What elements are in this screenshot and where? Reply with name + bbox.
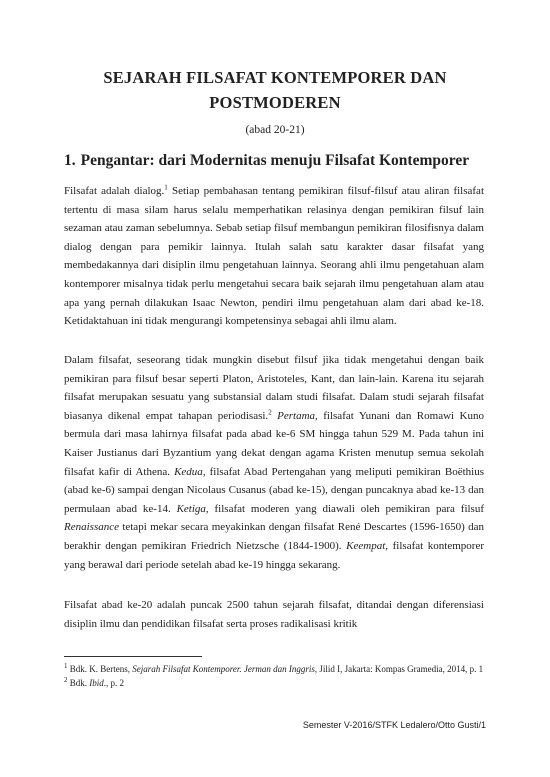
footnote-1-book-title: Sejarah Filsafat Kontemporer. Jerman dan Inggris <box>132 664 315 674</box>
footnote-2-number: 2 <box>64 675 68 684</box>
footnote-divider <box>64 656 202 657</box>
term-kedua: Kedua <box>174 465 203 478</box>
section-number: 1. <box>64 152 76 169</box>
paragraph-2-part-f: , filsafat kontemporer yang berawal dari periode setelah abad ke-19 hingga sekarang. <box>64 539 484 571</box>
page-footer: Semester V-2016/STFK Ledalero/Otto Gusti/1 <box>302 720 486 730</box>
paragraph-2-part-c: , filsafat Abad Pertengahan yang meliputi pemikiran Boëthius (abad ke-6) sampai dengan Nicolaus Cusanus (abad ke-15), dengan puncaknya abad ke-13 dan permulaan abad ke-14. <box>64 465 484 515</box>
term-renaissance: Renaissance <box>64 521 119 534</box>
paragraph-2-part-e: tetapi mekar secara meyakinkan dengan filsafat René Descartes (1596-1650) dan berakhir dengan pemikiran Friedrich Nietzsche (1844-1900). <box>64 521 484 552</box>
document-title <box>0 65 550 115</box>
footnote-1 <box>64 663 486 677</box>
paragraph-2-lead: Dalam filsafat, seseorang tidak mungkin disebut filsuf jika tidak mengetahui dengan baik pemikiran para filsuf besar seperti Platon, Aristoteles, Kant, dan lain-lain. Karena itu sejarah filsafat merupakan sesuatu yang substansial dalam studi filsafat. Dalam studi sejarah filsafat biasanya dikenal empat tahapan periodisasi. <box>64 354 484 422</box>
footnote-ref-2[interactable]: 2 <box>268 408 272 417</box>
term-pertama: Pertama <box>277 409 316 422</box>
paragraph-1-lead: Filsafat adalah dialog. <box>64 185 165 197</box>
section-heading <box>64 152 469 170</box>
footnote-2 <box>64 677 486 691</box>
term-keempat: Keempat <box>346 539 386 552</box>
footnote-2-text-a: Bdk. <box>67 677 90 688</box>
title-line-2: POSTMODEREN <box>209 93 341 112</box>
paragraph-2-part-b: , filsafat Yunani dan Romawi Kuno bermula dari masa lahirnya filsafat pada abad ke-6 SM hingga tahun 529 M. Pada tahun ini Kaiser Justianus dari Byzantium yang dekat dengan agama Kristen menutup semua sekolah filsafat kafir di Athena. <box>64 409 484 478</box>
footnote-2-text-b: ., p. 2 <box>103 677 125 688</box>
section-heading-text: Pengantar: dari Modernitas menuju Filsafat Kontemporer <box>80 152 470 169</box>
document-subtitle: (abad 20-21) <box>245 124 305 136</box>
paragraph-2 <box>64 351 484 574</box>
footnote-1-text-a: Bdk. K. Bertens, <box>67 664 133 674</box>
footnotes <box>64 663 486 690</box>
paragraph-2-part-d: , filsafat moderen yang diawali oleh pemikiran para filsuf <box>205 502 484 515</box>
paragraph-1 <box>64 182 484 331</box>
footnote-1-text-b: , Jilid I, Jakarta: Kompas Gramedia, 2014, p. 1 <box>314 664 484 674</box>
paragraph-3 <box>64 596 484 633</box>
footnote-ref-1[interactable]: 1 <box>164 183 168 192</box>
term-ketiga: Ketiga <box>176 502 206 515</box>
footnote-1-number: 1 <box>64 662 68 670</box>
title-line-1: SEJARAH FILSAFAT KONTEMPORER DAN <box>103 68 447 87</box>
footnote-2-ibid: Ibid <box>89 677 104 688</box>
paragraph-1-body: Setiap pembahasan tentang pemikiran filsuf-filsuf atau aliran filsafat tertentu di masa silam harus selalu memperhatikan relasinya dengan pemikiran filsuf lain sezaman atau zaman sebelumnya. Sebab setiap filsuf membangun pemikiran filosifisnya dalam dialog dengan para pemikir lainnya. Itulah salah satu karakter dasar filsafat yang membedakannya dari disiplin ilmu pengetahuan lainnya. Seorang ahli ilmu pengetahuan alam kontemporer misalnya tidak perlu mengetahui secara baik sejarah ilmu pengetahuan alam atau apa yang pernah dilakukan Isaac Newton, pendiri ilmu pengetahuan alam dari abad ke-18. Ketidaktahuan ini tidak mengurangi kompetensinya sebagai ahli ilmu alam. <box>64 185 484 328</box>
paragraph-3-text: Filsafat abad ke-20 adalah puncak 2500 tahun sejarah filsafat, ditandai dengan diferensiasi disiplin ilmu dan pendidikan filsafat serta proses radikalisasi kritik <box>64 599 484 630</box>
